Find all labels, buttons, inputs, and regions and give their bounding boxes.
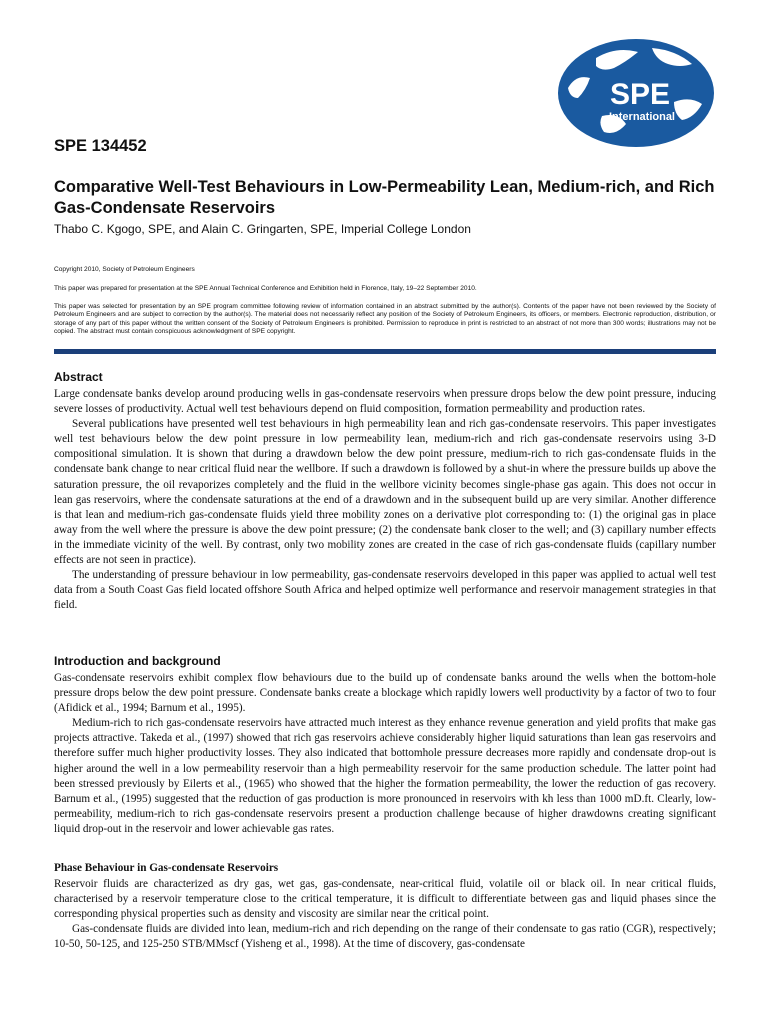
selection-notice: This paper was selected for presentation by an SPE program committee following review of information contained in an abstract submitted by the author(s). Contents of the paper have not been reviewed by the Society of Petroleum Engineers and are subject to correction by the author(s). The material does not necessarily reflect any position of the Society of Petroleum Engineers, its officers, or members. Electronic reproduction, distribution, or storage of any part of this paper without the written consent of the Society of Petroleum Engineers is prohibited. Permission to reproduce in print is restricted to an abstract of not more than 300 words; illustrations may not be copied. The abstract must contain conspicuous acknowledgment of SPE copyright.: [54, 303, 716, 336]
spe-international-logo: [556, 38, 716, 148]
abstract-paragraph-3: The understanding of pressure behaviour in low permeability, gas-condensate reservoirs developed in this paper was applied to actual well test data from a South Coast Gas field located offshore South Africa and helped optimize well performance and reservoir management strategies in that field.: [54, 569, 716, 612]
logo-international-text: International: [608, 111, 676, 123]
logo-spe-text: SPE: [609, 78, 671, 111]
copyright-notice: Copyright 2010, Society of Petroleum Engineers: [54, 266, 195, 273]
introduction-paragraph-2: Medium-rich to rich gas-condensate reservoirs have attracted much interest as they enhance revenue generation and yield profits that make gas projects attractive. Takeda et al., (1997) showed that rich gas reservoirs achieve considerably higher liquid saturations than lean gas reservoirs and therefore suffer much higher productivity losses. They also indicated that bottomhole pressure decreases more rapidly and condensate drop-out is higher around the well in a low permeability reservoir than a high permeability reservoir for the same production schedule. The latter point had been stressed previously by Eilerts et al., (1965) who showed that the higher the formation permeability, the lower the reduction of gas recovery. Barnum et al., (1995) suggested that the reduction of gas production is more pronounced in reservoirs with kh less than 1000 mD.ft. Clearly, low-permeability, medium-rich to rich gas-condensate reservoirs present a production challenge because of higher drawdowns creating significant liquid drop-out in the reservoir and lower achievable gas rates.: [54, 717, 716, 835]
header-divider: [54, 349, 716, 354]
introduction-paragraph-1: Gas-condensate reservoirs exhibit complex flow behaviours due to the build up of condensate banks around the wells when the bottom-hole pressure drops below the dew point pressure. Condensate banks create a blockage which rapidly lowers well productivity by a factor of two to four (Afidick et al., 1994; Barnum et al., 1995).: [54, 672, 716, 715]
author-line: Thabo C. Kgogo, SPE, and Alain C. Gringarten, SPE, Imperial College London: [54, 222, 471, 236]
abstract-heading: Abstract: [54, 370, 103, 384]
paper-title: Comparative Well-Test Behaviours in Low-Permeability Lean, Medium-rich, and Rich Gas-Condensate Reservoirs: [54, 178, 715, 217]
phase-behaviour-section: [54, 861, 716, 952]
abstract-section: [54, 370, 716, 613]
abstract-paragraph-1: Large condensate banks develop around producing wells in gas-condensate reservoirs when pressure drops below the dew point pressure, inducing severe losses of productivity. Actual well test behaviours depend on fluid composition, formation permeability and production rates.: [54, 388, 716, 416]
abstract-paragraph-2: Several publications have presented well test behaviours in high permeability lean and rich gas-condensate reservoirs. This paper investigates well test behaviours below the dew point pressure in low permeability lean, medium-rich and rich gas-condensate reservoirs using 3-D compositional simulation. It is shown that during a drawdown below the dew point pressure, medium-rich to rich gas-condensate fluids in the condensate bank change to near critical fluid near the wellbore. If such a drawdown is followed by a shut-in where the pressure builds up above the saturation pressure, the oil revaporizes completely and the fluid in the wellbore vicinity becomes single-phase gas again. This does not occur in lean gas reservoirs, where the condensate saturations at the end of a drawdown and in the subsequent build up are very similar. Another difference is that lean and medium-rich gas-condensate fluids yield three mobility zones on a derivative plot corresponding to: (1) the original gas in place away from the well where the pressure is above the dew point pressure; (2) the condensate bank closer to the well; and (3) capillary number effects in the immediate vicinity of the well. By contrast, only two mobility zones are created in the case of rich gas-condensate fluids (capillary number effects are not seen in practice).: [54, 418, 716, 567]
introduction-heading: Introduction and background: [54, 654, 221, 668]
phase-behaviour-paragraph-2: Gas-condensate fluids are divided into lean, medium-rich and rich depending on the range of their condensate to gas ratio (CGR), respectively; 10-50, 50-125, and 125-250 STB/MMscf (Yisheng et al., 1998). At the time of discovery, gas-condensate: [54, 923, 716, 951]
phase-behaviour-heading: Phase Behaviour in Gas-condensate Reservoirs: [54, 862, 279, 874]
paper-number: SPE 134452: [54, 137, 147, 155]
introduction-section: [54, 654, 716, 837]
phase-behaviour-paragraph-1: Reservoir fluids are characterized as dry gas, wet gas, gas-condensate, near-critical fluid, volatile oil or black oil. In near critical fluids, characterised by a reservoir temperature close to the critical temperature, it is difficult to differentiate between gas and liquid phases since the corresponding physical properties such as density and viscosity are similar near the critical point.: [54, 878, 716, 921]
presentation-notice: This paper was prepared for presentation at the SPE Annual Technical Conference and Exhibition held in Florence, Italy, 19–22 September 2010.: [54, 285, 477, 292]
